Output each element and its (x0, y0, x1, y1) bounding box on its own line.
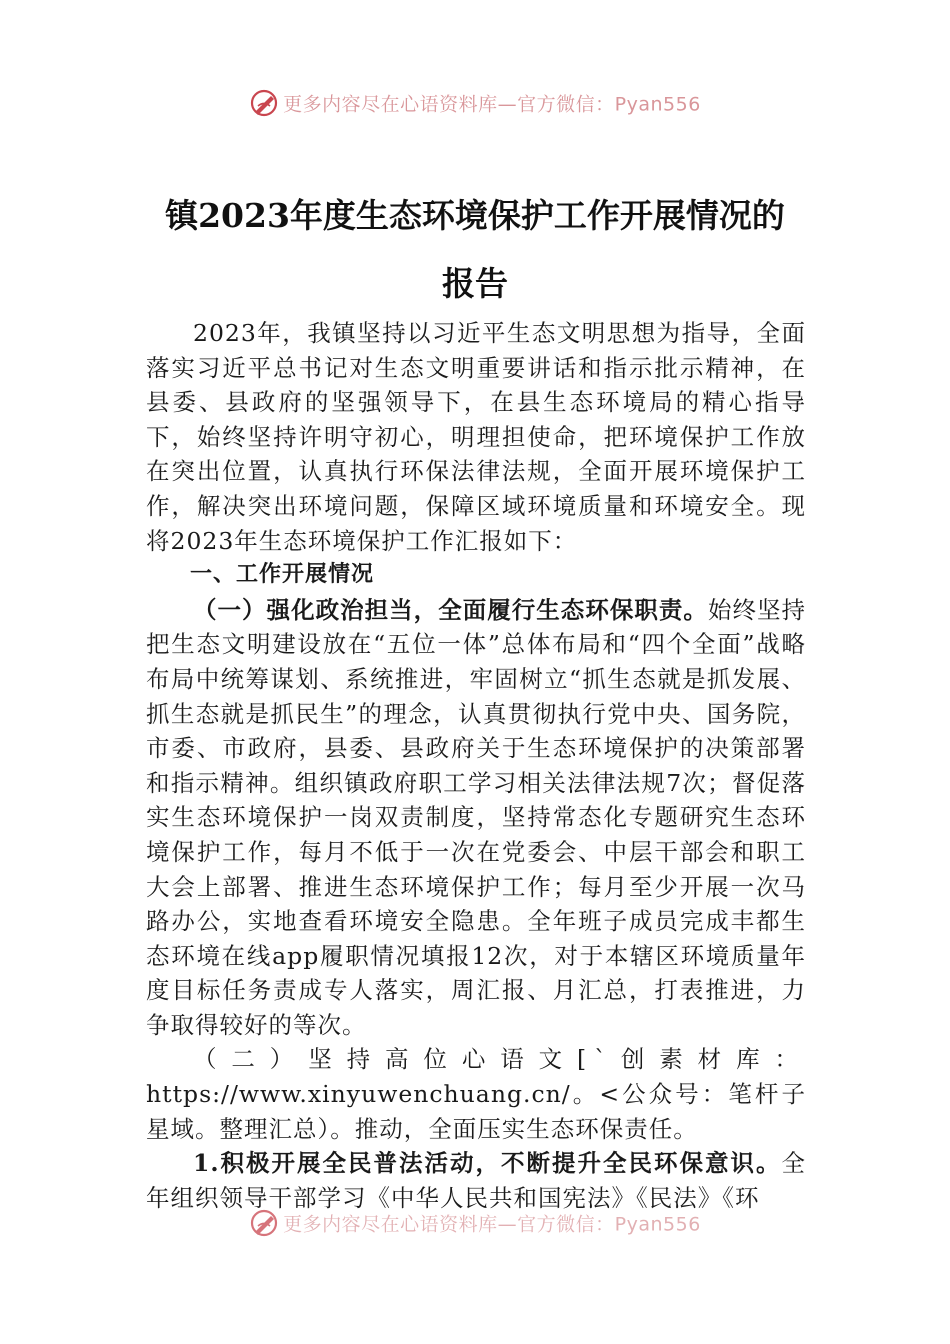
intro-paragraph: 2023年，我镇坚持以习近平生态文明思想为指导，全面落实习近平总书记对生态文明重要讲话和指示批示精神，在县委、县政府的坚强领导下，在县生态环境局的精心指导下，始终坚持许明守初心，明理担使命，把环境保护工作放在突出位置，认真执行环保法律法规，全面开展环境保护工作，解决突出环境问题，保障区域环境质量和环境安全。现将2023年生态环境保护工作汇报如下： (146, 319, 806, 555)
section-heading: 一、工作开展情况 (190, 562, 375, 588)
item-2-paragraph (146, 1042, 806, 1146)
watermark-text: 更多内容尽在心语资料库—官方微信：Pyan556 (283, 93, 701, 116)
pen-logo-icon (249, 1208, 279, 1238)
document-body (146, 316, 806, 1215)
watermark-header (0, 88, 950, 118)
pen-logo-icon (249, 88, 279, 118)
document-title-line-1: 镇2023年度生态环境保护工作开展情况的 (165, 196, 785, 235)
point-1-lead: 1.积极开展全民普法活动，不断提升全民环保意识。 (193, 1149, 782, 1178)
item-2-rest: https://www.xinyuwenchuang.cn/。<公众号：笔杆子星域。整理汇总）。推动，全面压实生态环保责任。 (146, 1080, 806, 1143)
point-1-paragraph (146, 1146, 806, 1215)
item-2-lead: （二）坚持高位心语文[`创素材库： (193, 1045, 806, 1074)
watermark-text: 更多内容尽在心语资料库—官方微信：Pyan556 (283, 1213, 701, 1236)
point-1-body: 全年组织领导干部学习《中华人民共和国宪法》《民法》《环 (146, 1149, 806, 1212)
watermark-footer (0, 1208, 950, 1238)
item-1-body: 始终坚持把生态文明建设放在“五位一体”总体布局和“四个全面”战略布局中统筹谋划、系统推进，牢固树立“抓生态就是抓发展、抓生态就是抓民生”的理念，认真贯彻执行党中央、国务院，市委、市政府，县委、县政府关于生态环境保护的决策部署和指示精神。组织镇政府职工学习相关法律法规7次；督促落实生态环境保护一岗双责制度，坚持常态化专题研究生态环境保护工作，每月不低于一次在党委会、中层干部会和职工大会上部署、推进生态环境保护工作；每月至少开展一次马路办公，实地查看环境安全隐患。全年班子成员完成丰都生态环境在线app履职情况填报12次，对于本辖区环境质量年度目标任务责成专人落实，周汇报、月汇总，打表推进，力争取得较好的等次。 (146, 595, 806, 1039)
item-1-paragraph (146, 593, 806, 1043)
document-title-line-2: 报告 (442, 264, 508, 303)
item-1-lead: （一）强化政治担当，全面履行生态环保职责。 (193, 595, 708, 624)
